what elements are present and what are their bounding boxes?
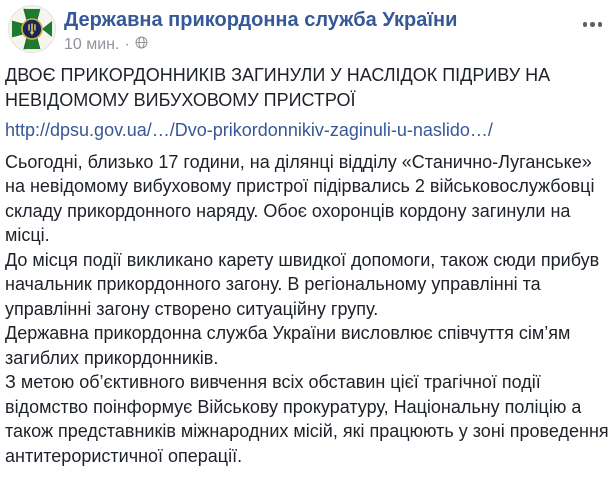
ellipsis-dot bbox=[583, 22, 588, 27]
post-meta bbox=[64, 5, 581, 54]
ellipsis-dot bbox=[590, 22, 595, 27]
post-content bbox=[0, 63, 616, 468]
page-name-link[interactable]: Державна прикордонна служба України bbox=[64, 9, 458, 31]
dot-separator: · bbox=[124, 35, 130, 53]
post-subline bbox=[64, 34, 581, 54]
globe-icon bbox=[135, 35, 148, 54]
post-paragraph: До місця події викликано карету швидкої допомоги, також сюди прибув начальник прикордонного загону. В регіональному управлінні та управлінні загону створено ситуаційну групу. bbox=[5, 249, 600, 319]
post-header bbox=[0, 0, 616, 54]
ellipsis-dot bbox=[598, 22, 603, 27]
timestamp-link[interactable]: 10 мин. bbox=[64, 35, 120, 53]
post-paragraph: Державна прикордонна служба України висловлює співчуття сім’ям загиблих прикордонників. bbox=[5, 323, 571, 368]
post-paragraph: Сьогодні, близько 17 години, на ділянці відділу «Станично-Луганське» на невідомому вибуховому пристрої підірвались 2 військовослужбовці складу прикордонного наряду. Обоє охоронців кордону загинули на місці. bbox=[5, 151, 595, 245]
article-link[interactable]: http://dpsu.gov.ua/…/Dvo-prikordonnikiv-zaginuli-u-naslido…/ bbox=[5, 120, 493, 140]
post-options-button[interactable] bbox=[581, 18, 605, 31]
post-paragraph: З метою об’єктивного вивчення всіх обставин цієї трагічної події відомство поінформує Військову прокуратуру, Національну поліцію а також представників міжнародних місій, які працюють у зоні проведення антитерористичної операції. bbox=[5, 372, 609, 466]
page-avatar[interactable] bbox=[8, 5, 56, 53]
link-line bbox=[5, 118, 612, 143]
post-headline: ДВОЄ ПРИКОРДОННИКІВ ЗАГИНУЛИ У НАСЛІДОК ПІДРИВУ НА НЕВІДОМОМУ ВИБУХОВОМУ ПРИСТРОЇ bbox=[5, 65, 551, 110]
